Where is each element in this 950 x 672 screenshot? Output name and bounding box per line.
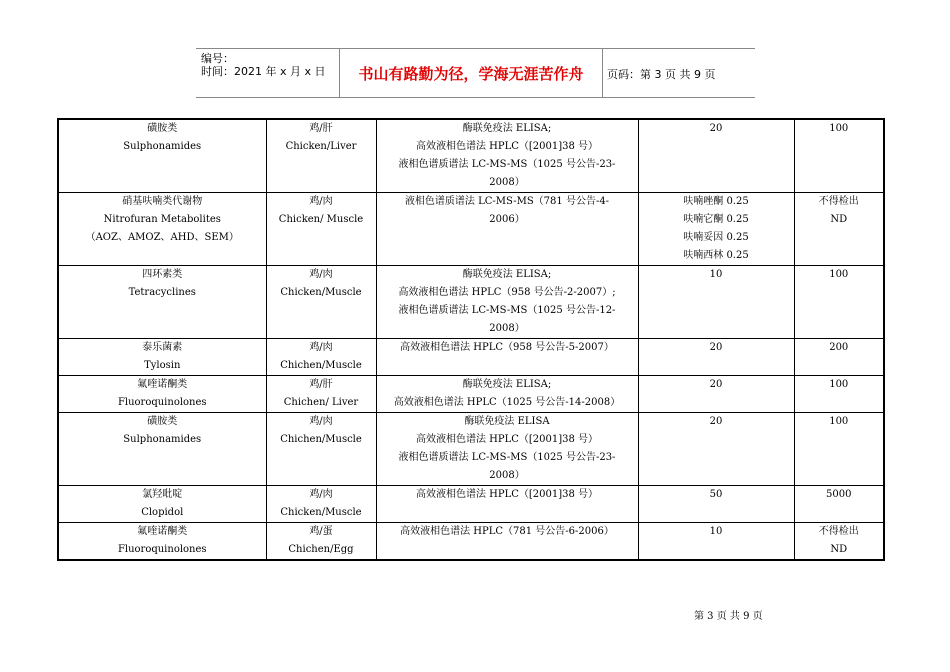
cell-text-line: 高效液相色谱法 HPLC（[2001]38 号） bbox=[415, 489, 599, 500]
cell-text-line: Sulphonamides bbox=[123, 141, 202, 152]
drug-name-cell bbox=[58, 193, 266, 266]
header-page-number: 页码：第 3 页 共 9 页 bbox=[607, 68, 716, 81]
limit-value-cell bbox=[638, 376, 794, 413]
max-value-cell bbox=[794, 266, 884, 339]
table-row bbox=[58, 413, 884, 486]
cell-text-line: 20 bbox=[709, 379, 723, 390]
method-cell bbox=[376, 523, 638, 561]
method-cell bbox=[376, 376, 638, 413]
limit-value-cell bbox=[638, 413, 794, 486]
cell-text-line: （AOZ、AMOZ、AHD、SEM） bbox=[85, 232, 239, 243]
drug-name-cell bbox=[58, 413, 266, 486]
sample-cell bbox=[266, 486, 376, 523]
cell-text-line: 鸡/肝 bbox=[309, 379, 333, 390]
cell-text-line: 呋喃妥因 0.25 bbox=[683, 232, 749, 243]
cell-text-line: 100 bbox=[829, 416, 849, 427]
cell-text-line: Chichen/ Liver bbox=[283, 397, 359, 408]
cell-text-line: 液相色谱质谱法 LC-MS-MS（781 号公告-4- bbox=[404, 196, 610, 207]
cell-text-line: 20 bbox=[709, 123, 723, 134]
cell-text-line: 高效液相色谱法 HPLC（958 号公告-5-2007） bbox=[400, 342, 614, 353]
cell-text-line: 硝基呋喃类代谢物 bbox=[122, 196, 203, 207]
header-motto: 书山有路勤为径，学海无涯苦作舟 bbox=[339, 49, 603, 97]
sample-cell bbox=[266, 523, 376, 561]
cell-text-line: 呋喃它酮 0.25 bbox=[683, 214, 749, 225]
cell-text-line: 100 bbox=[829, 123, 849, 134]
cell-text-line: Fluoroquinolones bbox=[117, 397, 207, 408]
drug-name-cell bbox=[58, 376, 266, 413]
cell-text-line: 酶联免疫法 ELISA; bbox=[462, 269, 552, 280]
cell-text-line: 呋喃唑酮 0.25 bbox=[683, 196, 749, 207]
cell-text-line: 鸡/肉 bbox=[309, 342, 333, 353]
cell-text-line: Nitrofuran Metabolites bbox=[103, 214, 221, 225]
cell-text-line: 鸡/肝 bbox=[309, 123, 333, 134]
max-value-cell bbox=[794, 119, 884, 193]
method-cell bbox=[376, 486, 638, 523]
limit-value-cell bbox=[638, 266, 794, 339]
cell-text-line: 10 bbox=[709, 269, 723, 280]
table-row bbox=[58, 523, 884, 561]
cell-text-line: 泰乐菌素 bbox=[142, 342, 183, 353]
sample-cell bbox=[266, 339, 376, 376]
header-meta bbox=[201, 52, 341, 78]
cell-text-line: 2008） bbox=[489, 470, 525, 481]
cell-text-line: Tetracyclines bbox=[128, 287, 196, 298]
method-cell bbox=[376, 119, 638, 193]
max-value-cell bbox=[794, 486, 884, 523]
max-value-cell bbox=[794, 193, 884, 266]
max-value-cell bbox=[794, 376, 884, 413]
sample-cell bbox=[266, 413, 376, 486]
cell-text-line: 鸡/蛋 bbox=[309, 526, 333, 537]
cell-text-line: 不得检出 bbox=[818, 196, 859, 207]
cell-text-line: 50 bbox=[709, 489, 723, 500]
cell-text-line: Sulphonamides bbox=[123, 434, 202, 445]
cell-text-line: 2008） bbox=[489, 177, 525, 188]
limit-value-cell bbox=[638, 523, 794, 561]
drug-name-cell bbox=[58, 486, 266, 523]
method-cell bbox=[376, 339, 638, 376]
table-row bbox=[58, 486, 884, 523]
drug-name-cell bbox=[58, 339, 266, 376]
method-cell bbox=[376, 193, 638, 266]
max-value-cell bbox=[794, 523, 884, 561]
cell-text-line: 200 bbox=[829, 342, 849, 353]
cell-text-line: 磺胺类 bbox=[147, 123, 178, 134]
cell-text-line: 酶联免疫法 ELISA; bbox=[462, 379, 552, 390]
table-row bbox=[58, 339, 884, 376]
limit-value-cell bbox=[638, 119, 794, 193]
cell-text-line: 酶联免疫法 ELISA bbox=[464, 416, 550, 427]
sample-cell bbox=[266, 376, 376, 413]
cell-text-line: Chichen/Egg bbox=[288, 544, 354, 555]
cell-text-line: 20 bbox=[709, 342, 723, 353]
cell-text-line: Clopidol bbox=[141, 507, 184, 518]
cell-text-line: 酶联免疫法 ELISA; bbox=[462, 123, 552, 134]
cell-text-line: 10 bbox=[709, 526, 723, 537]
cell-text-line: Chicken/ Muscle bbox=[278, 214, 364, 225]
cell-text-line: 5000 bbox=[826, 489, 852, 500]
cell-text-line: 100 bbox=[829, 379, 849, 390]
limit-value-cell bbox=[638, 193, 794, 266]
method-cell bbox=[376, 413, 638, 486]
cell-text-line: 液相色谱质谱法 LC-MS-MS（1025 号公告-23- bbox=[398, 452, 616, 463]
cell-text-line: Chichen/Muscle bbox=[280, 360, 362, 371]
cell-text-line: 鸡/肉 bbox=[309, 489, 333, 500]
max-value-cell bbox=[794, 413, 884, 486]
sample-cell bbox=[266, 119, 376, 193]
drug-name-cell bbox=[58, 266, 266, 339]
document-time-label: 时间：2021 年 x 月 x 日 bbox=[201, 65, 326, 78]
table-body bbox=[58, 119, 884, 560]
cell-text-line: 高效液相色谱法 HPLC（[2001]38 号） bbox=[415, 141, 599, 152]
residue-limits-table bbox=[57, 118, 885, 561]
cell-text-line: 高效液相色谱法 HPLC（[2001]38 号） bbox=[415, 434, 599, 445]
document-number-label: 编号： bbox=[201, 52, 234, 65]
cell-text-line: Chichen/Muscle bbox=[280, 434, 362, 445]
cell-text-line: 氟喹诺酮类 bbox=[137, 379, 188, 390]
method-cell bbox=[376, 266, 638, 339]
cell-text-line: ND bbox=[830, 214, 848, 225]
cell-text-line: 氯羟吡啶 bbox=[142, 489, 183, 500]
cell-text-line: 鸡/肉 bbox=[309, 196, 333, 207]
drug-name-cell bbox=[58, 523, 266, 561]
sample-cell bbox=[266, 266, 376, 339]
table-row bbox=[58, 266, 884, 339]
table-row bbox=[58, 193, 884, 266]
cell-text-line: 鸡/肉 bbox=[309, 269, 333, 280]
cell-text-line: 液相色谱质谱法 LC-MS-MS（1025 号公告-23- bbox=[398, 159, 616, 170]
cell-text-line: 不得检出 bbox=[818, 526, 859, 537]
cell-text-line: 四环素类 bbox=[142, 269, 183, 280]
cell-text-line: 呋喃西林 0.25 bbox=[683, 250, 749, 261]
drug-name-cell bbox=[58, 119, 266, 193]
cell-text-line: 磺胺类 bbox=[147, 416, 178, 427]
cell-text-line: 2006） bbox=[489, 214, 525, 225]
cell-text-line: 液相色谱质谱法 LC-MS-MS（1025 号公告-12- bbox=[398, 305, 616, 316]
cell-text-line: 鸡/肉 bbox=[309, 416, 333, 427]
cell-text-line: 高效液相色谱法 HPLC（958 号公告-2-2007）; bbox=[398, 287, 616, 298]
max-value-cell bbox=[794, 339, 884, 376]
cell-text-line: Chicken/Liver bbox=[285, 141, 357, 152]
cell-text-line: 2008） bbox=[489, 323, 525, 334]
table-row bbox=[58, 119, 884, 193]
table-row bbox=[58, 376, 884, 413]
cell-text-line: Chicken/Muscle bbox=[280, 507, 362, 518]
cell-text-line: 高效液相色谱法 HPLC（781 号公告-6-2006） bbox=[400, 526, 614, 537]
cell-text-line: Fluoroquinolones bbox=[117, 544, 207, 555]
limit-value-cell bbox=[638, 339, 794, 376]
page-footer: 第 3 页 共 9 页 bbox=[694, 611, 763, 622]
cell-text-line: ND bbox=[830, 544, 848, 555]
page-header bbox=[196, 48, 755, 98]
cell-text-line: Chicken/Muscle bbox=[280, 287, 362, 298]
cell-text-line: 高效液相色谱法 HPLC（1025 号公告-14-2008） bbox=[393, 397, 621, 408]
cell-text-line: 20 bbox=[709, 416, 723, 427]
cell-text-line: 100 bbox=[829, 269, 849, 280]
sample-cell bbox=[266, 193, 376, 266]
limit-value-cell bbox=[638, 486, 794, 523]
cell-text-line: 氟喹诺酮类 bbox=[137, 526, 188, 537]
cell-text-line: Tylosin bbox=[144, 360, 181, 371]
